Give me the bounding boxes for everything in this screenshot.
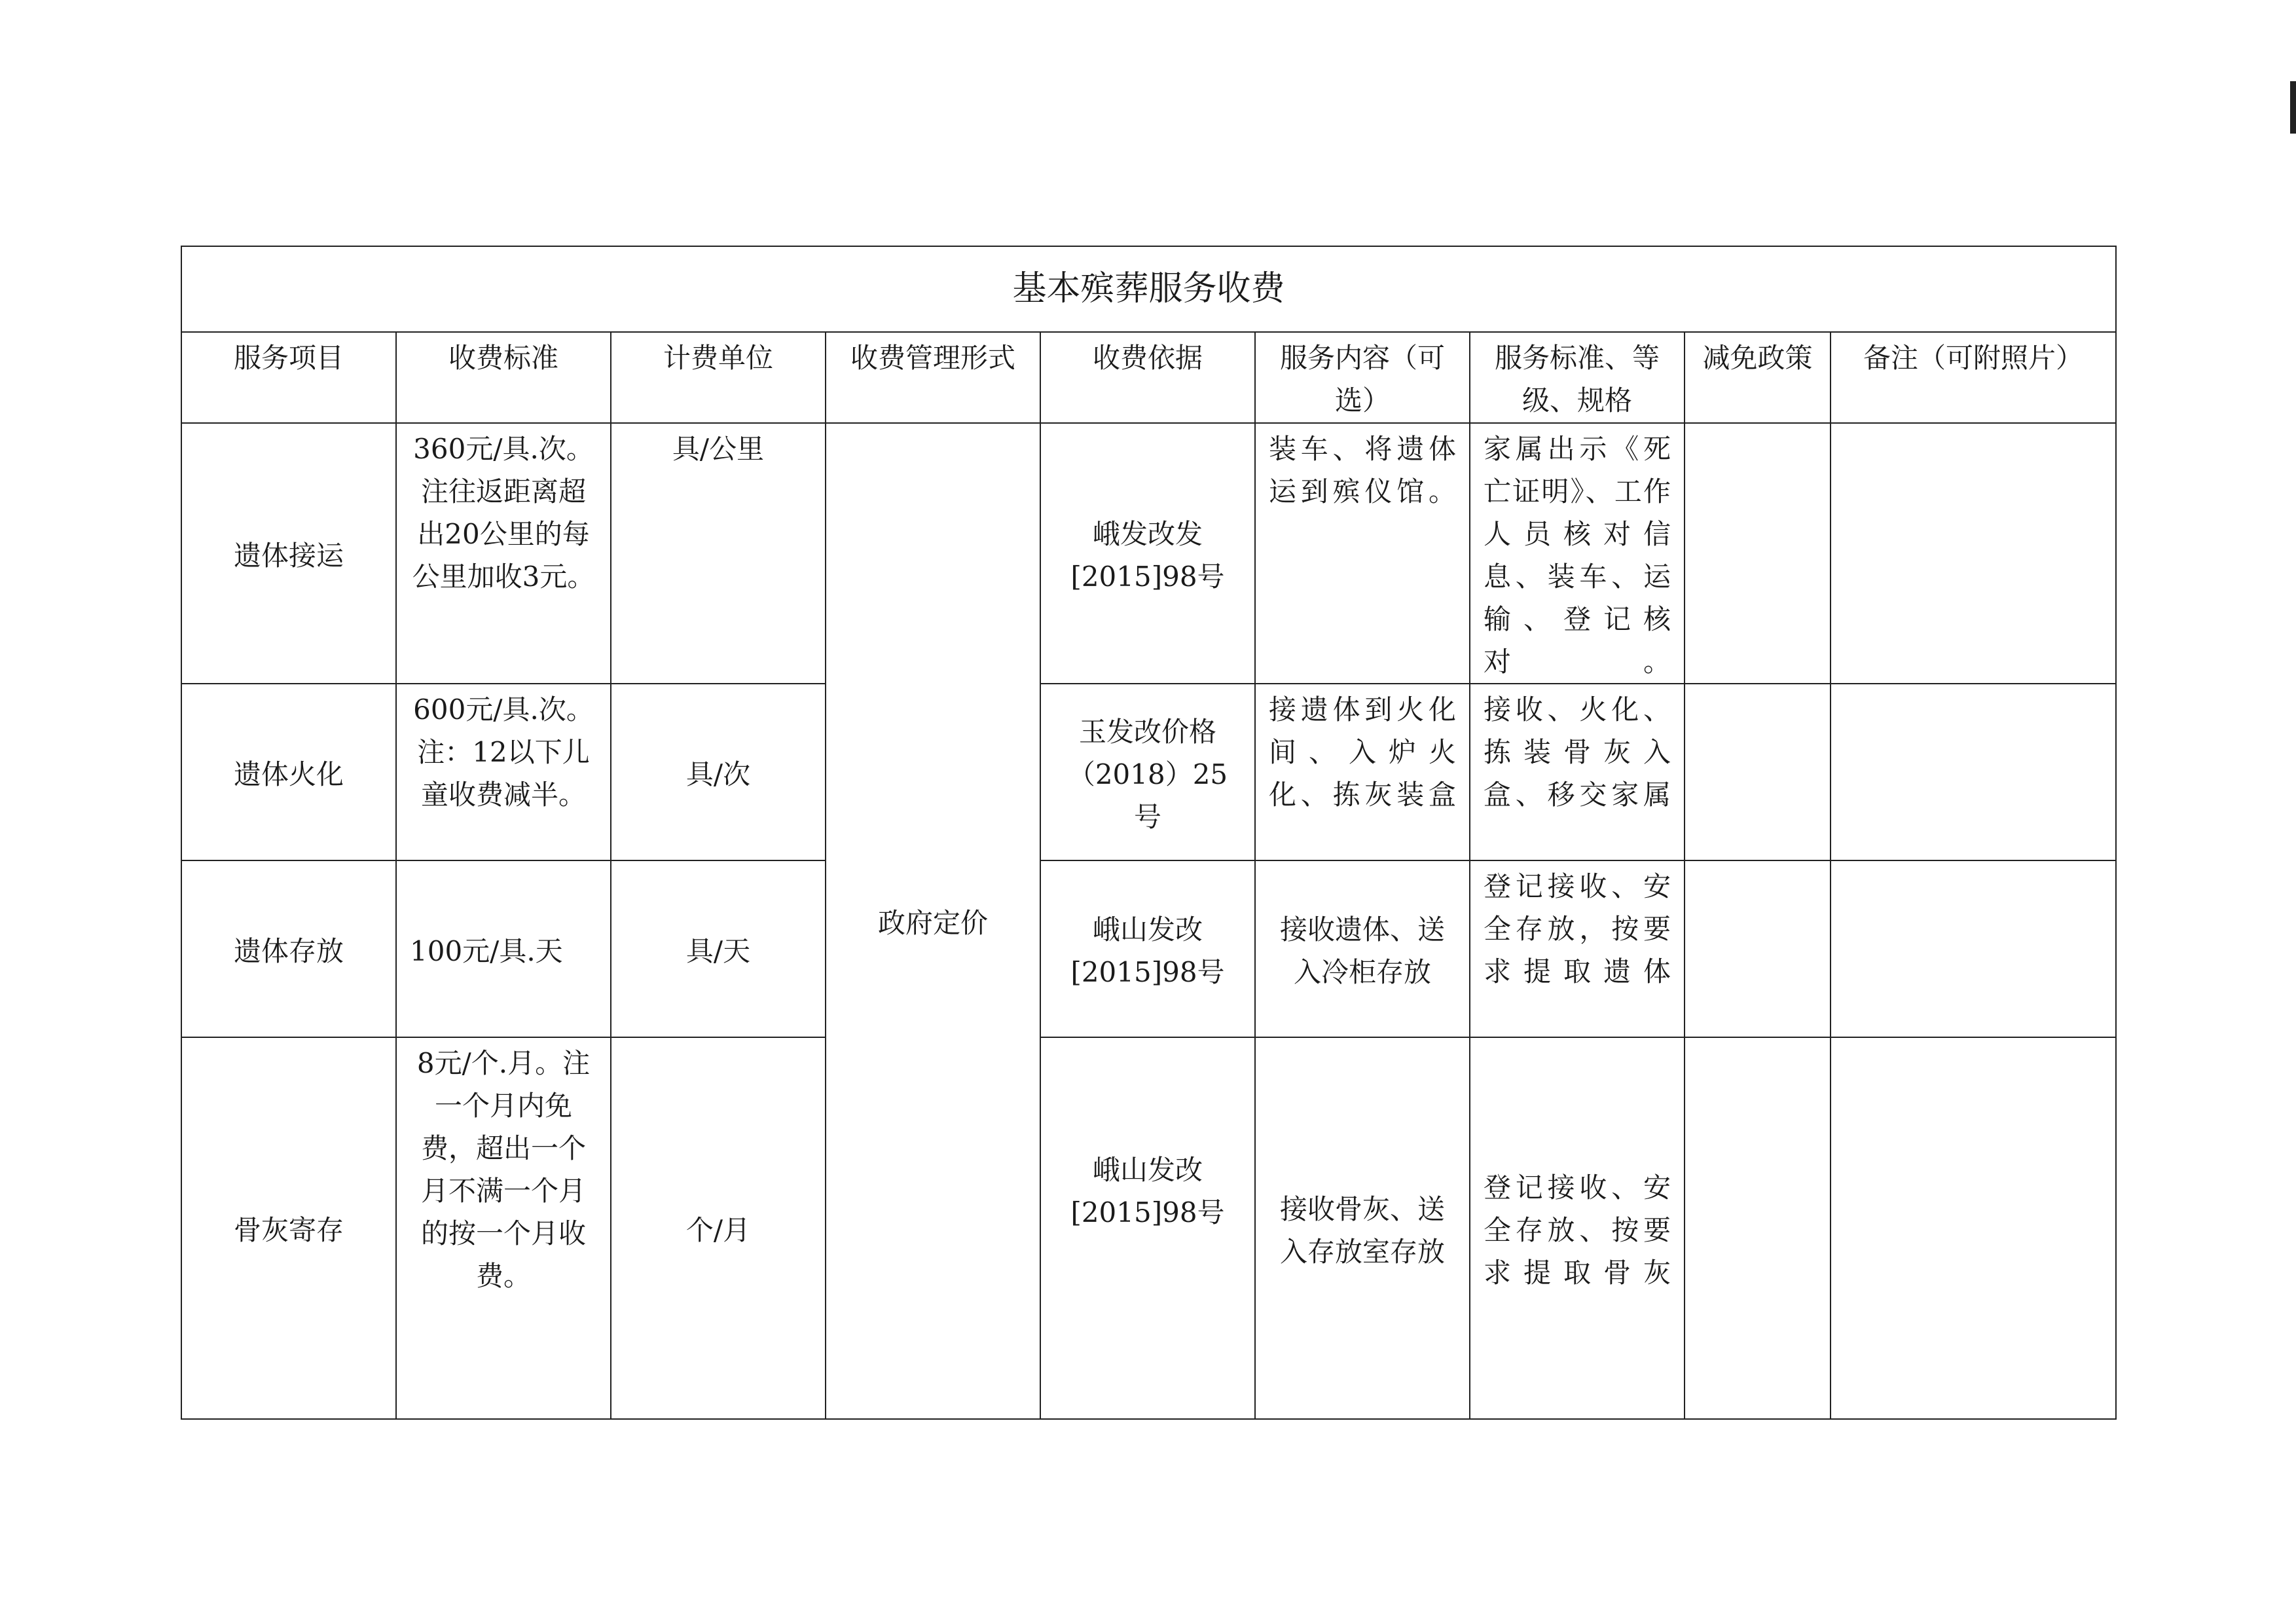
header-fee-standard: 收费标准 [396,332,611,423]
header-management-form: 收费管理形式 [826,332,1040,423]
reduction-policy-cell [1685,684,1831,860]
service-content-cell: 装车、将遗体运到殡仪馆。 [1255,423,1470,684]
service-standard-cell: 登记接收、安全存放，按要求提取遗体 [1470,860,1685,1037]
service-item-cell: 遗体存放 [181,860,396,1037]
table-row [181,860,2116,1037]
service-item-cell: 遗体接运 [181,423,396,684]
reduction-policy-cell [1685,1037,1831,1419]
remark-cell [1831,423,2116,684]
billing-unit-cell: 具/天 [611,860,826,1037]
service-content-cell: 接遗体到火化间、入炉火化、拣灰装盒 [1255,684,1470,860]
header-reduction-policy: 减免政策 [1685,332,1831,423]
remark-cell [1831,860,2116,1037]
header-billing-unit: 计费单位 [611,332,826,423]
fee-basis-cell: 峨山发改 [2015]98号 [1040,860,1255,1037]
fee-standard-cell: 360元/具.次。注往返距离超出20公里的每公里加收3元。 [396,423,611,684]
billing-unit-cell: 具/次 [611,684,826,860]
service-content-cell: 接收骨灰、送入存放室存放 [1255,1037,1470,1419]
remark-cell [1831,684,2116,860]
page-edge-mark [2290,81,2296,134]
header-service-content: 服务内容（可选） [1255,332,1470,423]
header-fee-basis: 收费依据 [1040,332,1255,423]
fee-basis-cell: 峨发改发 [2015]98号 [1040,423,1255,684]
fee-standard-cell: 600元/具.次。注：12以下儿童收费减半。 [396,684,611,860]
fee-standard-cell: 100元/具.天 [396,860,611,1037]
header-service-standard: 服务标准、等级、规格 [1470,332,1685,423]
fee-basis-cell: 峨山发改 [2015]98号 [1040,1037,1255,1419]
table-row [181,1037,2116,1419]
reduction-policy-cell [1685,860,1831,1037]
fee-table [181,246,2117,1420]
service-standard-cell: 接收、火化、拣装骨灰入盒、移交家属 [1470,684,1685,860]
service-standard-cell: 家属出示《死亡证明》、工作人员核对信息、装车、运输、登记核对。 [1470,423,1685,684]
service-item-cell: 遗体火化 [181,684,396,860]
billing-unit-cell: 具/公里 [611,423,826,684]
header-remark: 备注（可附照片） [1831,332,2116,423]
service-content-cell: 接收遗体、送入冷柜存放 [1255,860,1470,1037]
remark-cell [1831,1037,2116,1419]
header-service-item: 服务项目 [181,332,396,423]
reduction-policy-cell [1685,423,1831,684]
fee-standard-cell: 8元/个.月。注一个月内免费，超出一个月不满一个月的按一个月收费。 [396,1037,611,1419]
management-form-cell: 政府定价 [826,423,1040,1419]
table-row [181,684,2116,860]
billing-unit-cell: 个/月 [611,1037,826,1419]
table-row [181,423,2116,684]
table-title: 基本殡葬服务收费 [181,246,2116,332]
service-item-cell: 骨灰寄存 [181,1037,396,1419]
header-row [181,332,2116,423]
fee-basis-cell: 玉发改价格 （2018）25号 [1040,684,1255,860]
service-standard-cell: 登记接收、安全存放、按要求提取骨灰 [1470,1037,1685,1419]
